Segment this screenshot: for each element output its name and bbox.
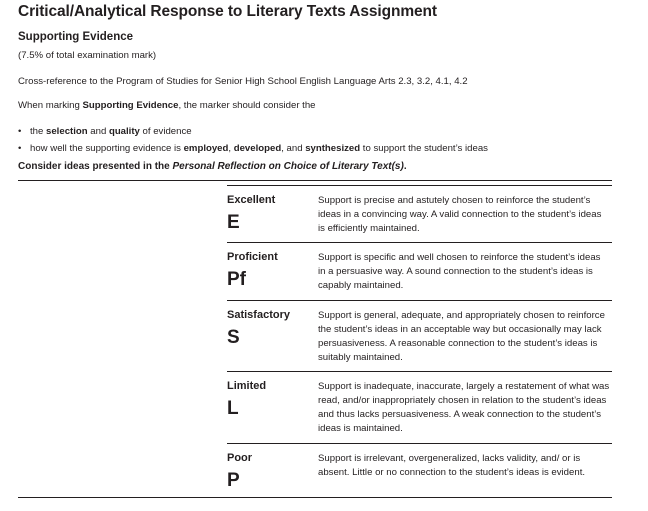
level-name: Satisfactory: [227, 309, 290, 321]
bullet-2-part-4: developed: [233, 143, 282, 154]
intro-suffix: , the marker should consider the: [178, 100, 316, 111]
bullet-1-part-1: the: [30, 126, 47, 137]
level-code: S: [227, 327, 240, 348]
level-name: Proficient: [227, 251, 278, 263]
bullet-2-part-7: to support the student’s ideas: [360, 143, 488, 154]
cross-reference: Cross-reference to the Program of Studies for Senior High School English Language Arts 2.3, 3.2, 4.1, 4.2: [18, 76, 468, 87]
level-code: P: [227, 470, 240, 491]
rubric-row-poor: [227, 444, 612, 499]
level-name: Poor: [227, 452, 253, 464]
bullet-2-part-5: , and: [281, 143, 306, 154]
section-divider: [18, 180, 612, 181]
scoring-rubric: [227, 186, 612, 499]
level-name: Limited: [227, 380, 267, 392]
level-code: E: [227, 212, 240, 233]
mark-weight: (7.5% of total examination mark): [18, 50, 157, 61]
level-description: Support is specific and well chosen to reinforce the student’s ideas in a persuasive way. A sound connection to the student’s ideas is capably maintained.: [318, 252, 601, 291]
rubric-row-satisfactory: [227, 301, 612, 372]
intro-prefix: When marking: [18, 100, 83, 111]
bullet-icon: •: [18, 143, 22, 154]
rubric-row-proficient: [227, 243, 612, 301]
bullet-2-part-3: ,: [228, 143, 234, 154]
section-subtitle: Supporting Evidence: [18, 31, 134, 43]
consider-suffix: .: [403, 161, 407, 172]
bullet-2-part-6: synthesized: [305, 143, 361, 154]
bullet-icon: •: [18, 126, 22, 137]
criteria-item-2: [18, 140, 488, 157]
level-description: Support is precise and astutely chosen to reinforce the student’s ideas in a convincing way. A valid connection to the student’s ideas is efficiently maintained.: [318, 195, 602, 234]
level-name: Excellent: [227, 194, 276, 206]
bullet-1-part-3: and: [87, 126, 109, 137]
level-code: L: [227, 398, 239, 419]
rubric-row-excellent: [227, 186, 612, 243]
level-description: Support is general, adequate, and appropriately chosen to reinforce the student’s ideas in an acceptable way but occasionally may lack persuasiveness. A reasonable connection to the student’s ideas is suitably maintained.: [318, 310, 605, 363]
level-description: Support is inadequate, inaccurate, largely a restatement of what was read, and/or inappropriately chosen in relation to the student’s ideas and thus lacks persuasiveness. A weak connection to the student’s ideas is maintained.: [318, 381, 610, 434]
bullet-1-part-5: of evidence: [139, 126, 192, 137]
page-title: Critical/Analytical Response to Literary Texts Assignment: [18, 3, 437, 20]
bullet-2-part-2: employed: [183, 143, 229, 154]
intro-sentence: [18, 100, 316, 111]
consider-prefix: Consider ideas presented in the: [18, 161, 173, 172]
rubric-row-limited: [227, 372, 612, 444]
level-code: Pf: [227, 269, 246, 290]
level-description: Support is irrelevant, overgeneralized, lacks validity, and/ or is absent. Little or no connection to the student’s ideas is evident.: [318, 453, 586, 478]
consider-emphasis: Personal Reflection on Choice of Literary Text(s): [172, 161, 404, 172]
bullet-2-part-1: how well the supporting evidence is: [30, 143, 184, 154]
bullet-1-part-4: quality: [108, 126, 140, 137]
criteria-list: [18, 123, 488, 157]
consider-note: [18, 161, 407, 172]
intro-term: Supporting Evidence: [82, 100, 179, 111]
criteria-item-1: [18, 123, 488, 140]
bullet-1-part-2: selection: [46, 126, 88, 137]
